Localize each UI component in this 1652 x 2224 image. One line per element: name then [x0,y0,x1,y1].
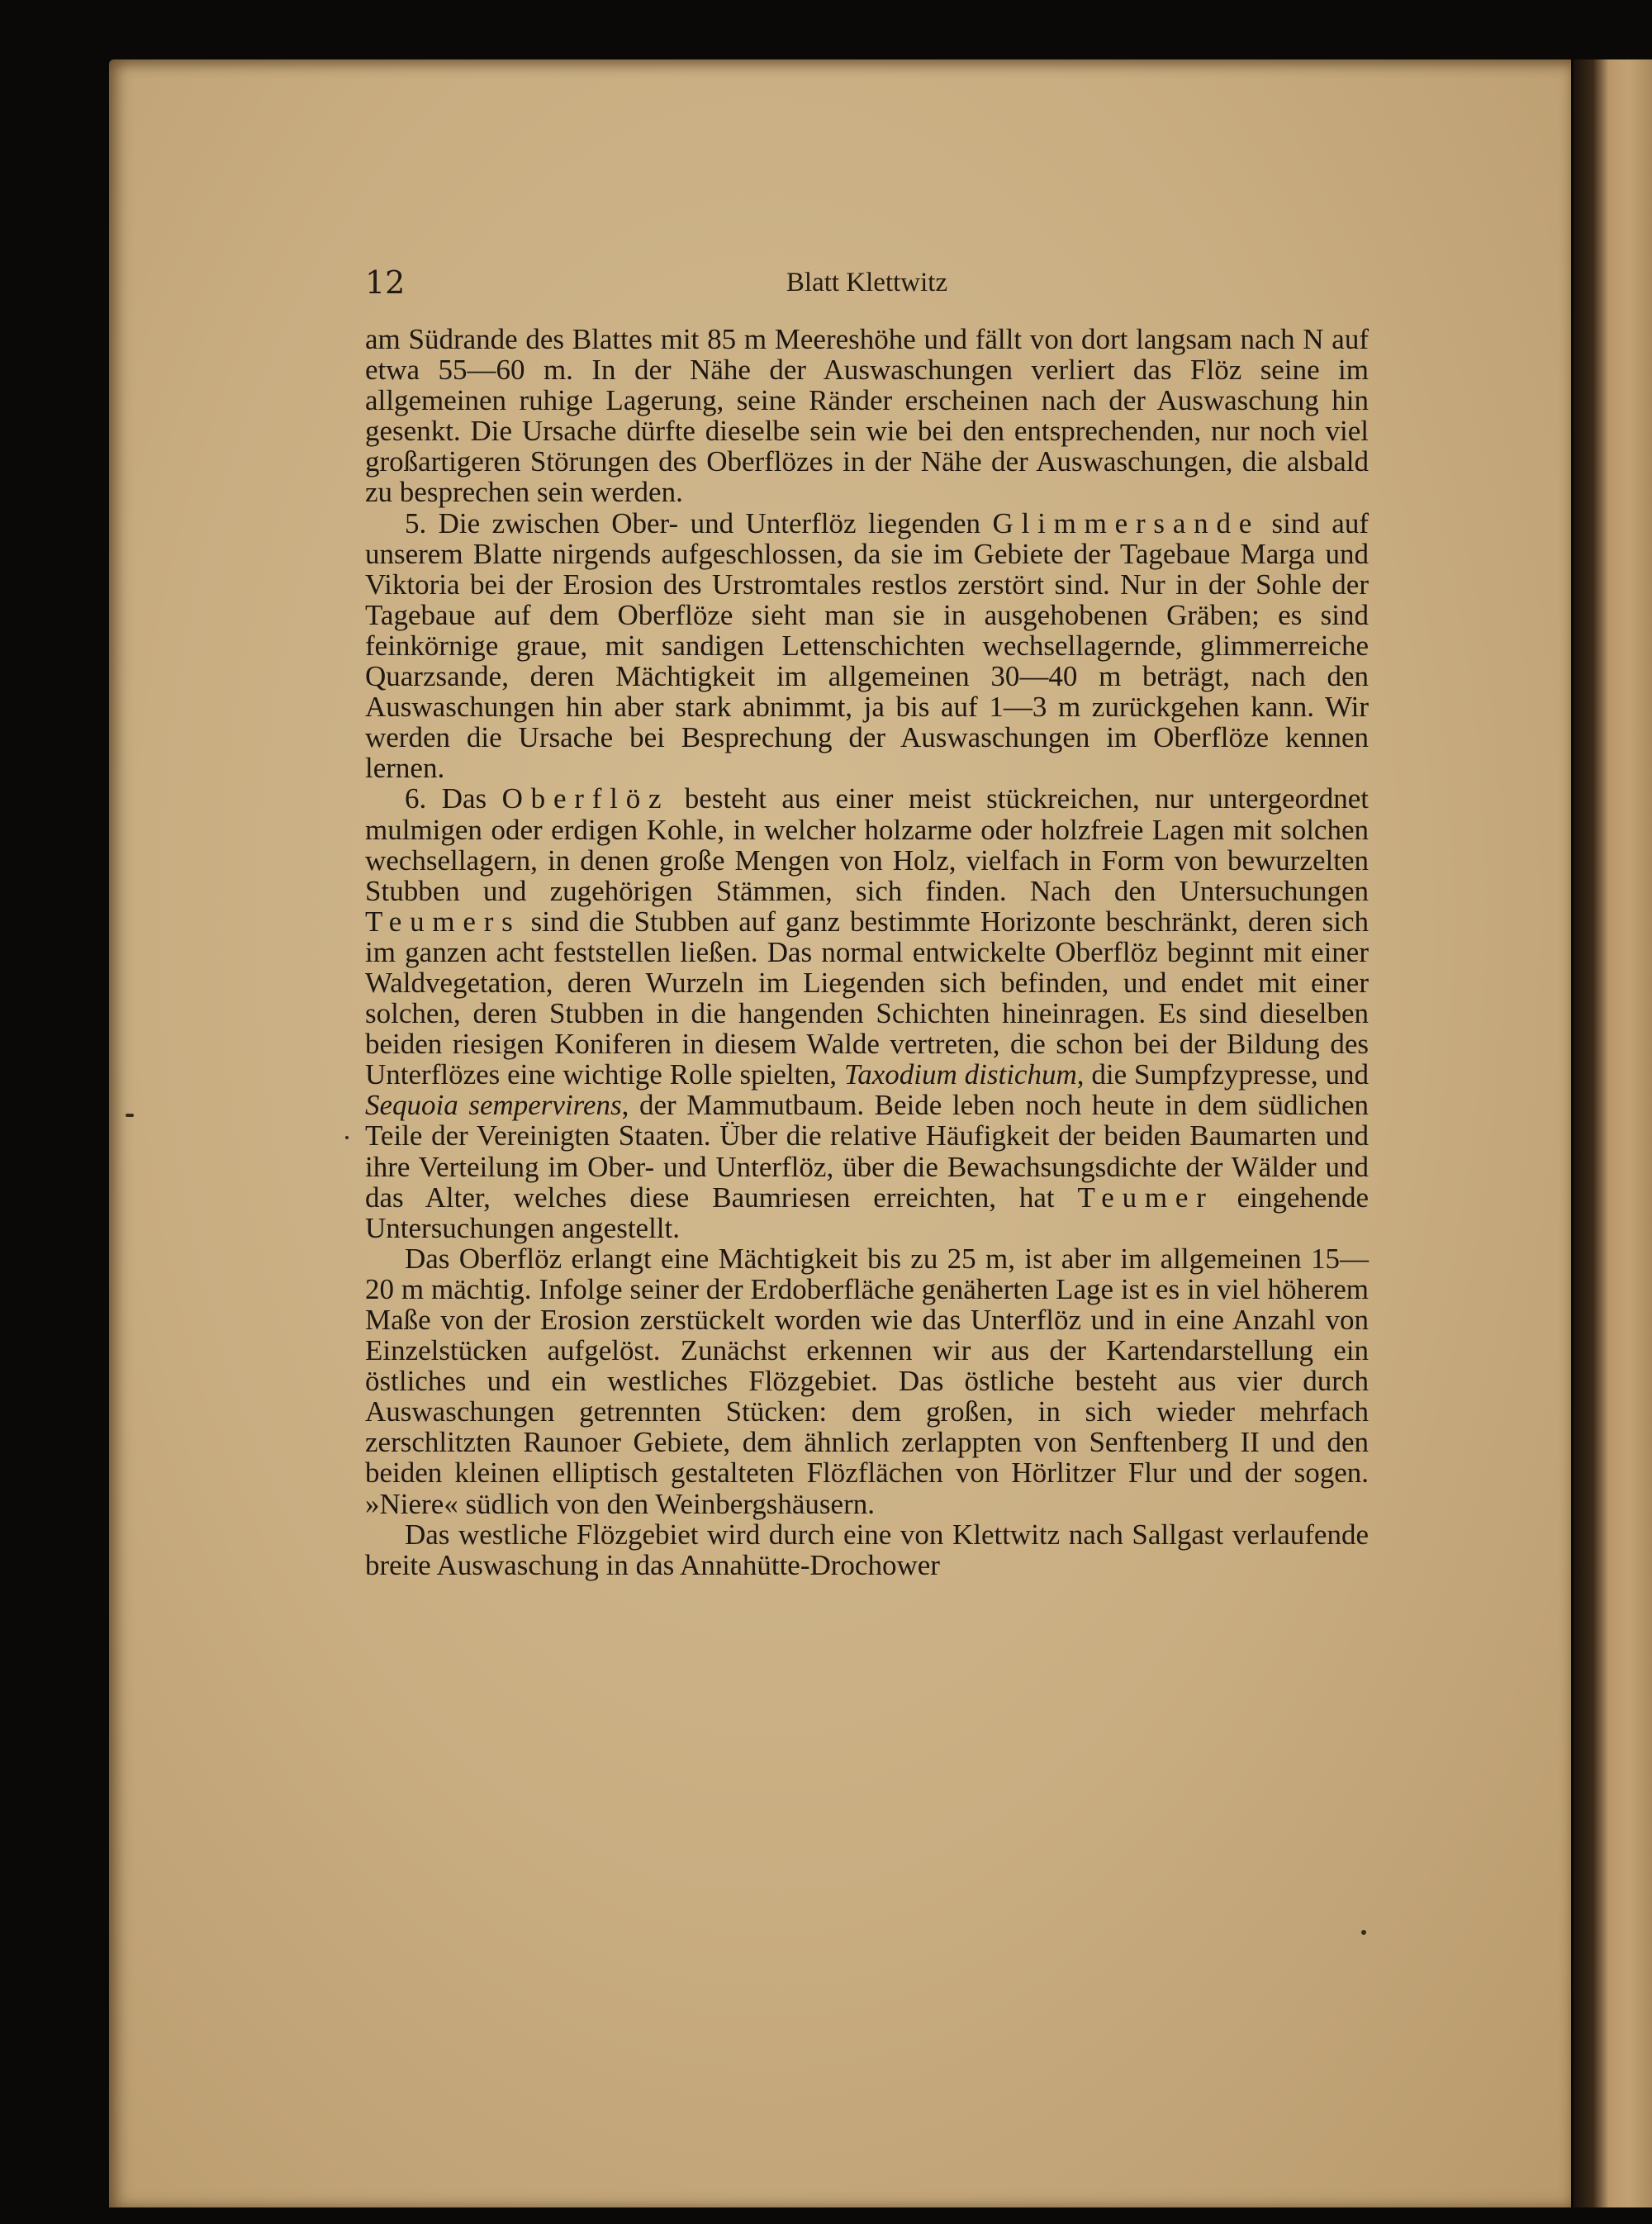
running-title: Blatt Klettwitz [786,268,948,297]
author-teumer: Teumer [1077,1181,1214,1214]
page-number: 12 [365,264,406,301]
paragraph-2-text-a: 5. Die zwischen Ober- und Unterflöz liegenden [405,506,993,539]
ink-speck [126,1114,134,1117]
paragraph-3-text-f: eingehende Untersuchungen angestellt. [365,1181,1369,1244]
species-sequoia: Sequoia sempervirens [365,1089,622,1122]
paragraph-1: am Südrande des Blattes mit 85 m Meereshöhe und fällt von dort langsam nach N auf etwa 55—60 m. In der Nähe der Auswaschungen verliert das Flöz seine im allgemeinen ruhige Lagerung, seine Ränder erscheinen nach der Auswaschung hin gesenkt. Die Ursache dürfte dieselbe sein wie bei den entsprechenden, nur noch viel großartigeren Störungen des Oberflözes in der Nähe der Auswaschungen, die alsbald zu besprechen sein werden. [365,323,1369,509]
species-taxodium: Taxodium distichum [843,1058,1077,1091]
paragraph-3-text-c: sind die Stubben auf ganz bestimmte Horizonte beschränkt, deren sich im ganzen acht feststellen ließen. Das normal entwickelte Oberflöz beginnt mit einer Waldvegetation, deren Wurzeln im Liegenden sich befinden, und endet mit einer solchen, deren Stubben in die hangenden Schichten hineinragen. Es sind dieselben beiden riesigen Koniferen in diesem Walde vertreten, die schon bei der Bildung des Unterflözes eine wichtige Rolle spielten, [365,905,1369,1091]
paragraph-4: Das Oberflöz erlangt eine Mächtigkeit bis zu 25 m, ist aber im allgemeinen 15—20 m mächtig. Infolge seiner der Erdoberfläche genäherten Lage ist es in viel höherem Maße von der Erosion zerstückelt worden wie das Unterflöz und in eine Anzahl von Einzelstücken aufgelöst. Zunächst erkennen wir aus der Kartendarstellung ein östliches und ein westliches Flözgebiet. Das östliche besteht aus vier durch Auswaschungen getrennten Stücken: dem großen, in sich wieder mehrfach zerschlitzten Raunoer Gebiete, dem ähnlich zerlappten von Senftenberg II und den beiden kleinen elliptisch gestalteten Flözflächen von Hörlitzer Flur und der sogen. »Niere« südlich von den Weinbergshäusern. [365,1242,1369,1520]
paragraph-3-text-d: , die Sumpfzypresse, und [1076,1058,1369,1091]
paragraph-3 [365,783,1369,1243]
paragraph-3-text-b: besteht aus einer meist stückreichen, nur untergeordnet mulmigen oder erdigen Kohle, in welcher holzarme oder holzfreie Lagen mit solchen wechsellagern, in denen große Mengen von Holz, vielfach in Form von bewurzelten Stubben und zugehörigen Stämmen, sich finden. Nach den Untersuchungen [365,782,1369,907]
paragraph-2-text-b: sind auf unserem Blatte nirgends aufgeschlossen, da sie im Gebiete der Tagebaue Marga und Viktoria bei der Erosion des Urstromtales restlos zerstört sind. Nur in der Sohle der Tagebaue auf dem Oberflöze sieht man sie in ausgehobenen Gräben; es sind feinkörnige graue, mit sandigen Lettenschichten wechsellagernde, glimmerreiche Quarzsande, deren Mächtigkeit im allgemeinen 30—40 m beträgt, nach den Auswaschungen hin aber stark abnimmt, ja bis auf 1—3 m zurückgehen kann. Wir werden die Ursache bei Besprechung der Auswaschungen im Oberflöze kennen lernen. [365,506,1369,785]
paragraph-5: Das westliche Flözgebiet wird durch eine von Klettwitz nach Sallgast verlaufende breite Auswaschung in das Annahütte-Drochower [365,1518,1369,1581]
ink-speck [345,1136,349,1139]
paragraph-3-text-a: 6. Das [405,782,502,815]
author-teumers: Teumers [365,905,521,938]
book-gutter [1574,59,1652,2207]
page-header [365,264,1369,302]
body-text [365,324,1369,1580]
term-oberfloez: Oberflöz [501,782,670,815]
ink-speck [1361,1930,1366,1935]
paragraph-3-text-e: , der Mammutbaum. Beide leben noch heute in dem südlichen Teile der Vereinigten Staaten. Über die relative Häufigkeit der beiden Baumarten und ihre Verteilung im Ober- und Unterflöz, über die Bewachsungsdichte der Wälder und das Alter, welches diese Baumriesen erreichten, hat [365,1089,1369,1214]
term-glimmersande: Glimmersande [992,506,1260,539]
paragraph-2 [365,508,1369,784]
